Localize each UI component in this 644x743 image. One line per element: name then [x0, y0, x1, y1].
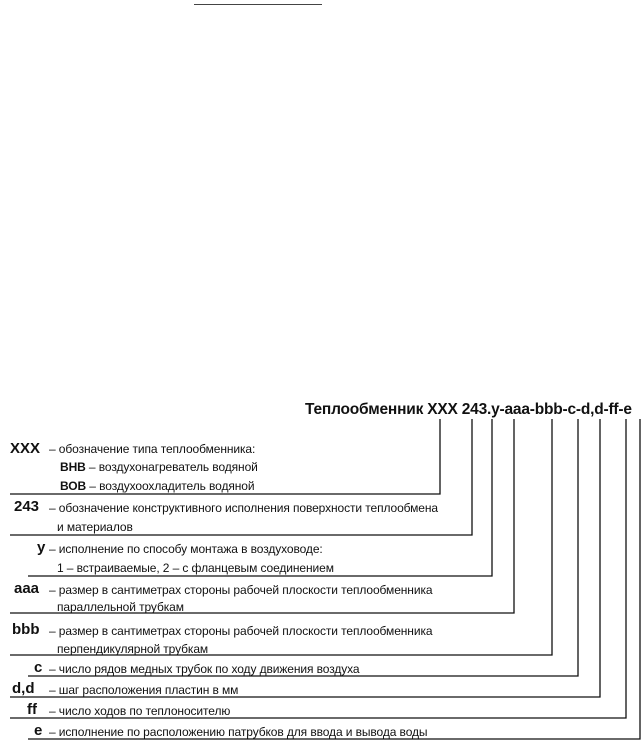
page-title: Теплообменник XXX 243.у-ааа-bbb-c-d,d-ff-e: [305, 401, 632, 418]
desc-243: – обозначение конструктивного исполнения поверхности теплообмена: [49, 501, 438, 515]
desc-c: – число рядов медных трубок по ходу движения воздуха: [49, 662, 360, 676]
desc-y-line2: 1 – встраиваемые, 2 – с фланцевым соединением: [57, 561, 334, 575]
desc-bbb-line2: перпендикулярной трубкам: [57, 642, 209, 656]
subitem-bnv-abbr: ВНВ: [60, 460, 86, 474]
subitem-bov-text: – воздухоохладитель водяной: [86, 479, 255, 493]
subitem-bov-abbr: ВОВ: [60, 479, 87, 493]
subitem-bnv: [60, 460, 258, 474]
desc-243-line2: и материалов: [57, 520, 133, 534]
connector-243: [10, 419, 472, 535]
desc-dd: – шаг расположения пластин в мм: [49, 683, 239, 697]
code-e: e: [34, 722, 43, 739]
code-aaa: ааа: [14, 580, 40, 597]
desc-e: – исполнение по расположению патрубков для ввода и вывода воды: [49, 725, 428, 739]
code-dd: d,d: [12, 680, 35, 697]
code-y: у: [37, 539, 46, 556]
desc-aaa-line2: параллельной трубкам: [57, 600, 184, 614]
code-243: 243: [14, 498, 40, 515]
code-bbb: bbb: [12, 621, 40, 638]
code-ff: ff: [27, 701, 37, 718]
code-c: c: [34, 659, 43, 676]
subitem-bov: [60, 479, 254, 493]
desc-xxx: – обозначение типа теплообменника:: [49, 442, 256, 456]
desc-ff: – число ходов по теплоносителю: [49, 704, 231, 718]
desc-aaa: – размер в сантиметрах стороны рабочей плоскости теплообменника: [49, 583, 433, 597]
desc-bbb: – размер в сантиметрах стороны рабочей плоскости теплообменника: [49, 624, 433, 638]
code-xxx: XXX: [10, 440, 41, 457]
desc-y: – исполнение по способу монтажа в воздуховоде:: [49, 542, 323, 556]
subitem-bnv-text: – воздухонагреватель водяной: [85, 460, 258, 474]
